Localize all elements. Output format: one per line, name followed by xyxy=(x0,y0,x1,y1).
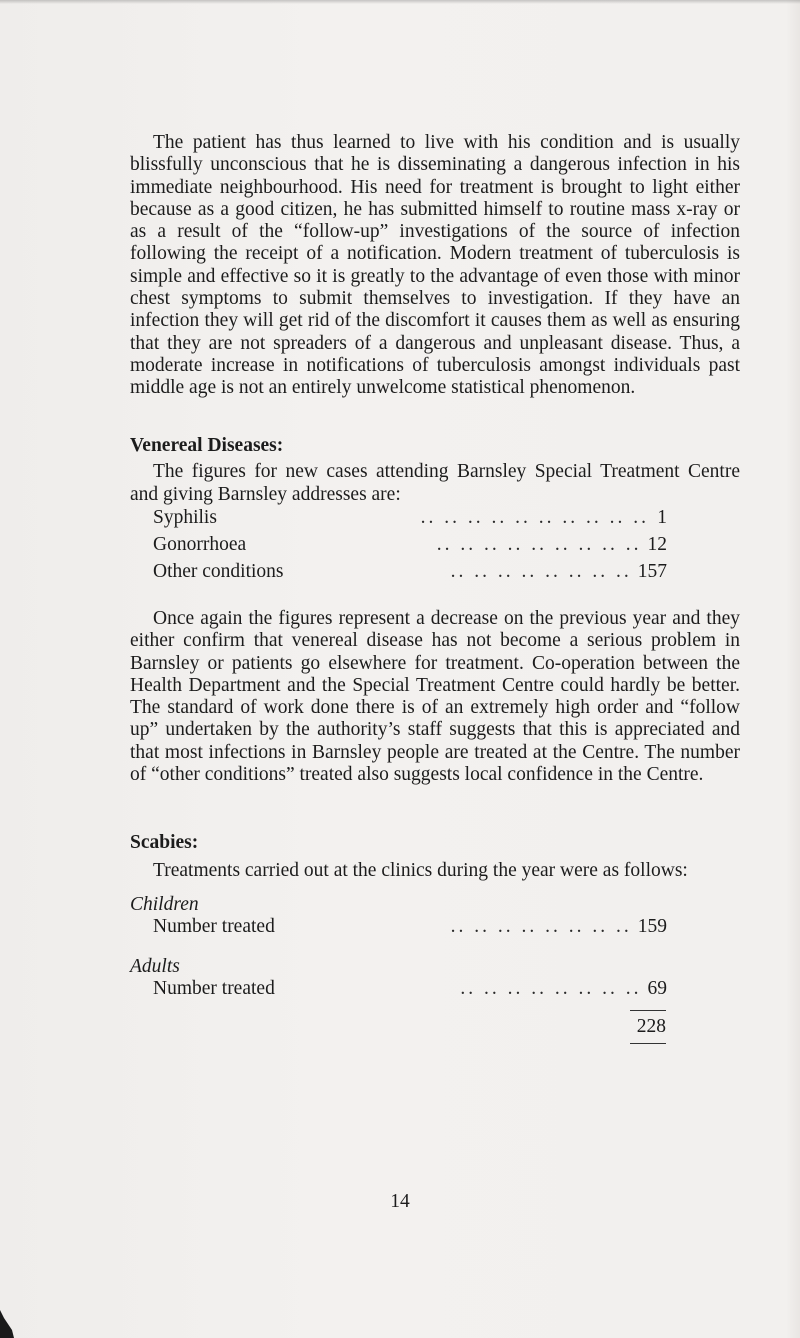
intro-section xyxy=(130,132,740,400)
adults-number-row xyxy=(153,978,667,1002)
dot-leader: .. .. .. .. .. .. .. .. xyxy=(450,561,632,582)
total-rule-bottom xyxy=(630,1043,666,1044)
page-corner-mark xyxy=(0,1290,14,1338)
row-value: 1 xyxy=(657,507,667,528)
top-edge-shadow xyxy=(0,0,800,4)
venereal-intro: The figures for new cases attending Barnsley Special Treatment Centre and giving Barnsley addresses are: xyxy=(130,461,740,505)
row-label: Syphilis xyxy=(153,507,217,528)
dot-leader: .. .. .. .. .. .. .. .. xyxy=(460,978,642,999)
dot-leader: .. .. .. .. .. .. .. .. .. xyxy=(436,534,642,555)
scabies-total-row xyxy=(630,1016,666,1040)
syphilis-row xyxy=(153,507,667,531)
row-label: Number treated xyxy=(153,916,275,937)
row-value: 159 xyxy=(637,916,667,937)
row-value: 157 xyxy=(637,561,667,582)
dot-leader: .. .. .. .. .. .. .. .. .. .. xyxy=(420,507,649,528)
adults-subheading: Adults xyxy=(130,956,180,977)
row-label: Number treated xyxy=(153,978,275,999)
row-label: Other conditions xyxy=(153,561,284,582)
total-rule-top xyxy=(630,1010,666,1011)
intro-paragraph: The patient has thus learned to live with his condition and is usually blissfully unconscious that he is disseminating a dangerous infection in his immediate neighbourhood. His need for treatment is brought to light either because as a good citizen, he has submitted himself to routine mass x-ray or as a result of the “follow-up” investigations of the source of infection following the receipt of a notification. Modern treatment of tuberculosis is simple and effective so it is greatly to the advantage of even those with minor chest symptoms to submit themselves to investigation. If they have an infection they will get rid of the discomfort it causes them as well as ensuring that they are not spreaders of a dangerous and unpleasant disease. Thus, a moderate increase in notifications of tuberculosis amongst individuals past middle age is not an entirely unwelcome statistical phenomenon. xyxy=(130,132,740,399)
scabies-section xyxy=(130,832,740,883)
children-number-row xyxy=(153,916,667,940)
venereal-discussion-section xyxy=(130,608,740,786)
row-label: Gonorrhoea xyxy=(153,534,247,555)
right-edge-shadow xyxy=(786,0,800,1338)
venereal-heading: Venereal Diseases: xyxy=(130,435,284,456)
row-value: 12 xyxy=(647,534,667,555)
row-value: 69 xyxy=(647,978,667,999)
venereal-discussion: Once again the figures represent a decrease on the previous year and they either confirm that venereal disease has not become a serious problem in Barnsley or patients go elsewhere for treatment. Co-operation between the Health Department and the Special Treatment Centre could hardly be better. The standard of work done there is of an extremely high order and “follow up” undertaken by the authority’s staff suggests that this is appreciated and that most infections in Barnsley people are treated at the Centre. The number of “other conditions” treated also suggests local confidence in the Centre. xyxy=(130,608,740,786)
other-conditions-row xyxy=(153,561,667,585)
scabies-total: 228 xyxy=(636,1016,666,1037)
scabies-heading: Scabies: xyxy=(130,832,199,853)
scabies-intro: Treatments carried out at the clinics during the year were as follows: xyxy=(153,860,688,882)
children-subheading: Children xyxy=(130,894,199,915)
dot-leader: .. .. .. .. .. .. .. .. xyxy=(450,916,632,937)
page-number: 14 xyxy=(390,1191,410,1212)
gonorrhoea-row xyxy=(153,534,667,558)
venereal-section xyxy=(130,435,740,506)
